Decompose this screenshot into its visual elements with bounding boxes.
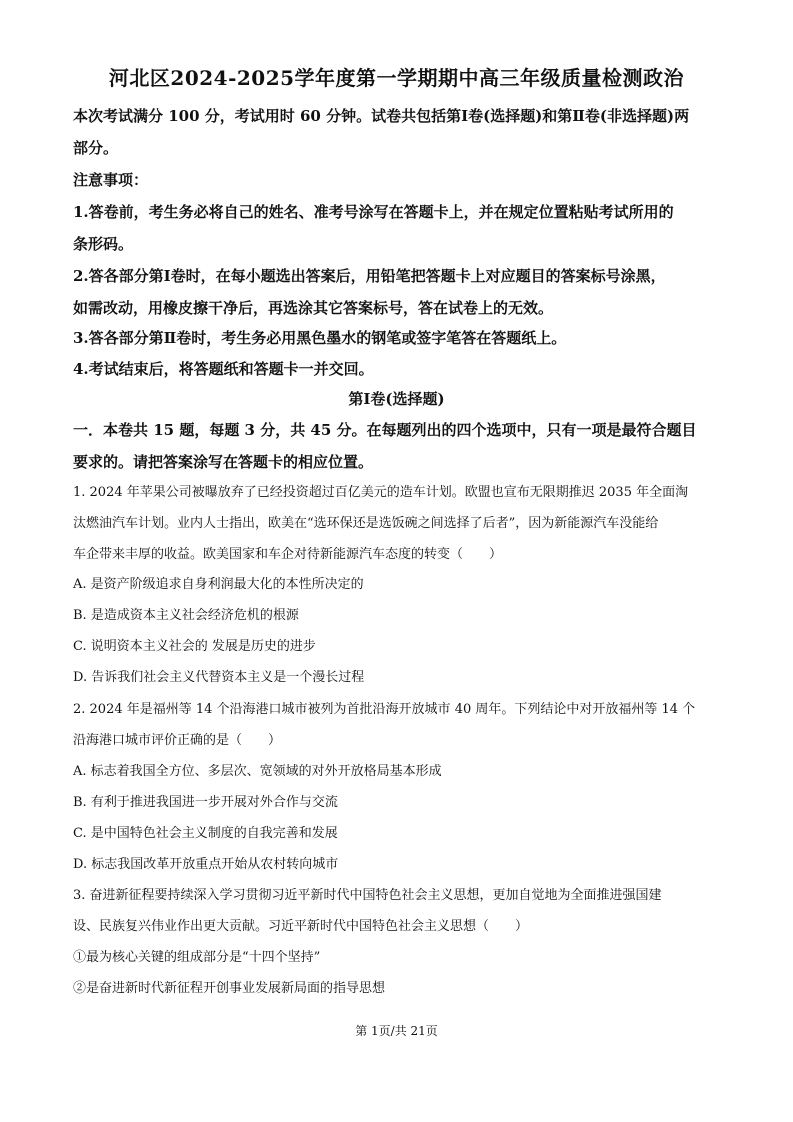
question-2-stem <box>73 694 723 756</box>
intro-line-2: 部分。 <box>73 139 119 157</box>
notes-heading: 注意事项： <box>73 171 149 189</box>
note-2-line-1: 2.答各部分第Ⅰ卷时，在每小题选出答案后，用铅笔把答题卡上对应题目的答案标号涂黑， <box>73 267 666 285</box>
section-instr-line-1: 一．本卷共 15 题，每题 3 分，共 45 分。在每题列出的四个选项中，只有一项是最符合题目 <box>73 421 697 439</box>
page-title: 河北区2024-2025学年度第一学期期中高三年级质量检测政治 <box>108 66 685 90</box>
note-1-line-2: 条形码。 <box>73 235 134 253</box>
note-2-line-2: 如需改动，用橡皮擦干净后，再选涂其它答案标号，答在试卷上的无效。 <box>73 299 554 317</box>
question-2-option-b: B. 有利于推进我国进一步开展对外合作与交流 <box>73 795 338 810</box>
question-1-option-a: A. 是资产阶级追求自身利润最大化的本性所决定的 <box>73 577 364 592</box>
note-3: 3.答各部分第Ⅱ卷时，考生务必用黑色墨水的钢笔或签字笔答在答题纸上。 <box>73 329 567 347</box>
question-1-option-d: D. 告诉我们社会主义代替资本主义是一个漫长过程 <box>73 670 365 685</box>
question-2-stem-line-2: 沿海港口城市评价正确的是（ ） <box>73 733 282 748</box>
page-footer: 第 1页/共 21页 <box>355 1024 438 1038</box>
question-1-option-b: B. 是造成资本主义社会经济危机的根源 <box>73 608 299 623</box>
question-2-stem-line-1: 2. 2024 年是福州等 14 个沿海港口城市被列为首批沿海开放城市 40 周年。下列结论中对开放福州等 14 个 <box>73 702 696 717</box>
section-title: 第Ⅰ卷(选择题) <box>348 390 445 408</box>
question-1-stem-line-1: 1. 2024 年苹果公司被曝放弃了已经投资超过百亿美元的造车计划。欧盟也宣布无限期推迟 2035 年全面淘 <box>73 485 689 500</box>
note-2 <box>73 260 723 324</box>
question-2-option-a: A. 标志着我国全方位、多层次、宽领域的对外开放格局基本形成 <box>73 764 442 779</box>
note-1-line-1: 1.答卷前，考生务必将自己的姓名、准考号涂写在答题卡上，并在规定位置粘贴考试所用的 <box>73 203 674 221</box>
question-2-option-c: C. 是中国特色社会主义制度的自我完善和发展 <box>73 826 338 841</box>
question-1-stem <box>73 477 723 570</box>
question-2-option-d: D. 标志我国改革开放重点开始从农村转向城市 <box>73 857 339 872</box>
question-1-stem-line-2: 汰燃油汽车计划。业内人士指出，欧美在“选环保还是选饭碗之间选择了后者”，因为新能源汽车没能给 <box>73 516 659 531</box>
question-3-statement-1: ①最为核心关键的组成部分是“十四个坚持” <box>73 950 321 965</box>
question-3-stem-line-1: 3. 奋进新征程要持续深入学习贯彻习近平新时代中国特色社会主义思想，更加自觉地为全面推进强国建 <box>73 888 662 903</box>
note-1 <box>73 196 723 260</box>
note-4: 4.考试结束后，将答题纸和答题卡一并交回。 <box>73 360 374 378</box>
section-instr-line-2: 要求的。请把答案涂写在答题卡的相应位置。 <box>73 453 374 471</box>
question-3-statement-2: ②是奋进新时代新征程开创事业发展新局面的指导思想 <box>73 981 386 996</box>
question-3-stem <box>73 880 723 942</box>
question-3-stem-line-2: 设、民族复兴伟业作出更大贡献。习近平新时代中国特色社会主义思想（ ） <box>73 919 529 934</box>
intro-paragraph <box>73 100 723 164</box>
intro-line-1: 本次考试满分 100 分，考试用时 60 分钟。试卷共包括第Ⅰ卷(选择题)和第Ⅱ卷(非选择题)两 <box>73 107 690 125</box>
section-instructions <box>73 414 723 478</box>
question-1-stem-line-3: 车企带来丰厚的收益。欧美国家和车企对待新能源汽车态度的转变（ ） <box>73 547 503 562</box>
question-1-option-c: C. 说明资本主义社会的 发展是历史的进步 <box>73 639 316 654</box>
